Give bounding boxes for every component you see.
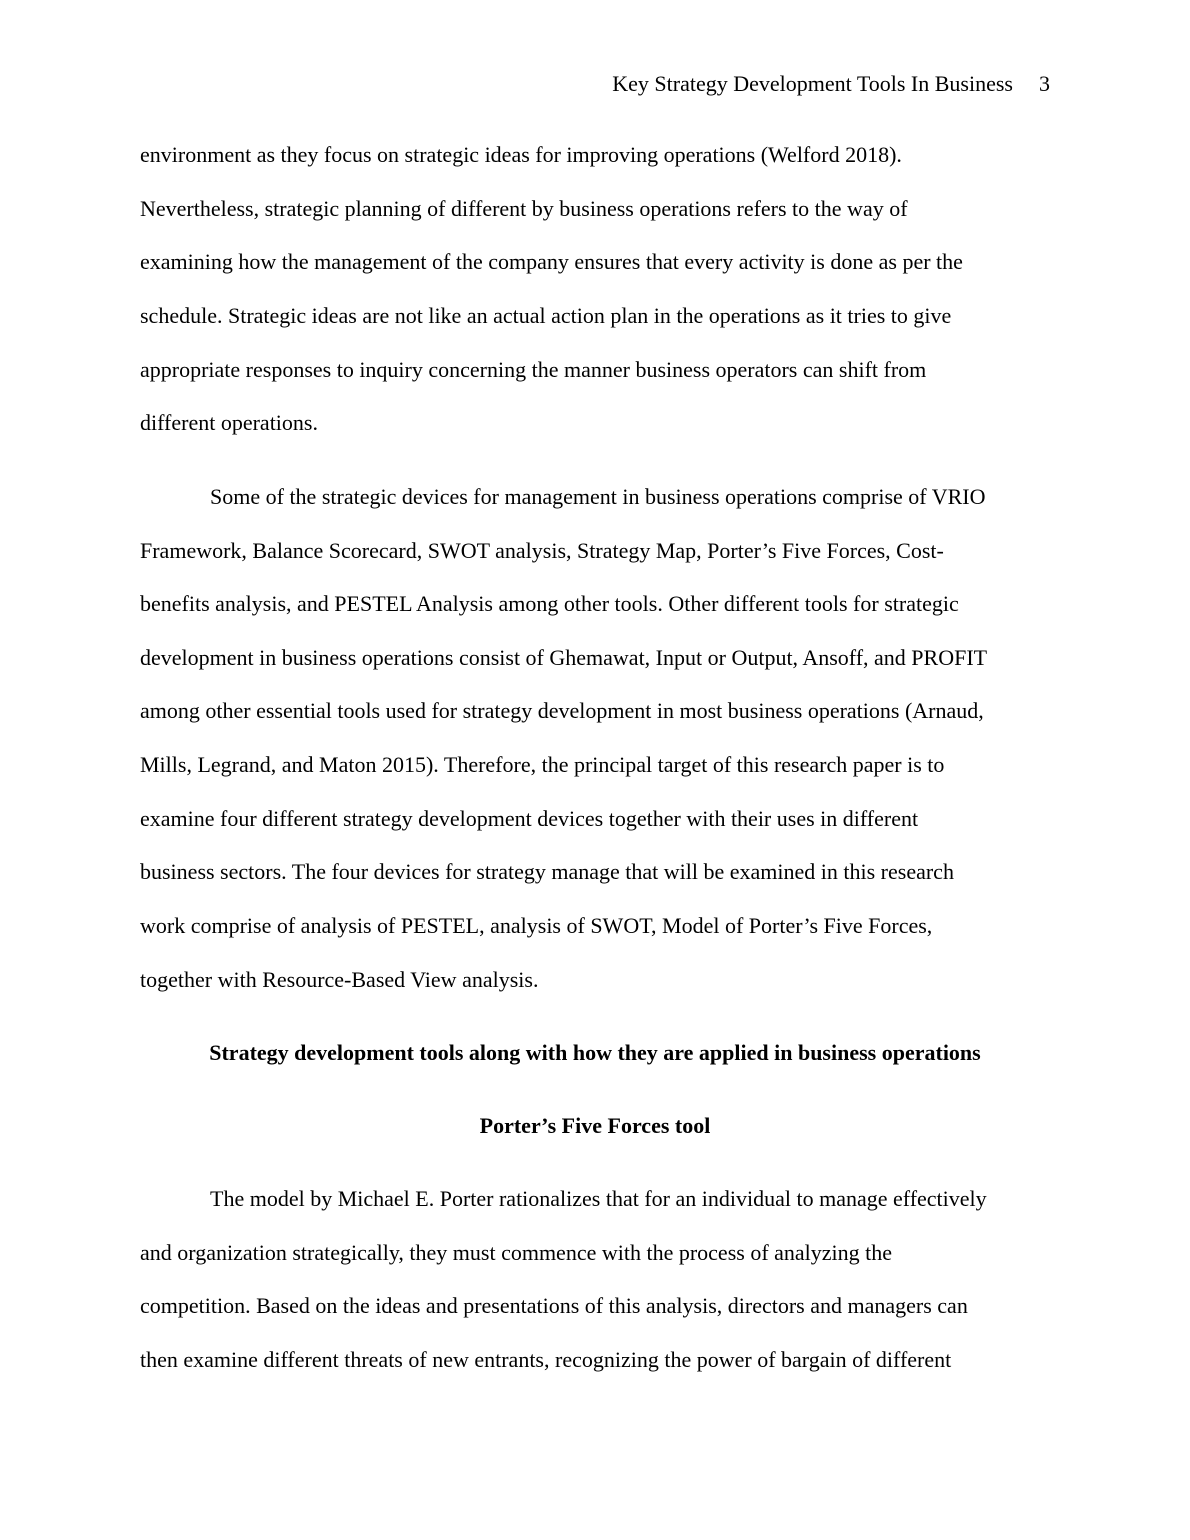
subsection-heading: Porter’s Five Forces tool (479, 1113, 711, 1138)
paragraph-line: examine four different strategy development devices together with their uses in different (140, 806, 919, 831)
paragraph-line: Framework, Balance Scorecard, SWOT analysis, Strategy Map, Porter’s Five Forces, Cost- (140, 538, 944, 563)
paragraph-line: work comprise of analysis of PESTEL, analysis of SWOT, Model of Porter’s Five Forces, (140, 913, 933, 938)
paragraph-line: competition. Based on the ideas and presentations of this analysis, directors and managers can (140, 1293, 968, 1318)
paragraph-line: schedule. Strategic ideas are not like an actual action plan in the operations as it tries to give (140, 303, 952, 328)
paragraph-line: business sectors. The four devices for strategy manage that will be examined in this research (140, 859, 954, 884)
paragraph-line: environment as they focus on strategic ideas for improving operations (Welford 2018). (140, 142, 902, 167)
paragraph-line: examining how the management of the company ensures that every activity is done as per the (140, 249, 963, 274)
paragraph-line: among other essential tools used for strategy development in most business operations (Arnaud, (140, 698, 984, 723)
paragraph-line: The model by Michael E. Porter rationalizes that for an individual to manage effectively (210, 1186, 987, 1211)
page-number: 3 (1039, 71, 1050, 96)
section-heading: Strategy development tools along with how they are applied in business operations (209, 1040, 981, 1065)
paragraph-line: Nevertheless, strategic planning of different by business operations refers to the way of (140, 196, 908, 221)
paragraph-line: appropriate responses to inquiry concerning the manner business operators can shift from (140, 357, 927, 382)
running-head (612, 70, 1050, 98)
paragraph-line: and organization strategically, they must commence with the process of analyzing the (140, 1240, 893, 1265)
paragraph-line: together with Resource-Based View analysis. (140, 967, 539, 992)
paragraph-line: different operations. (140, 410, 318, 435)
paragraph-line: Mills, Legrand, and Maton 2015). Therefore, the principal target of this research paper is to (140, 752, 945, 777)
paragraph-line: development in business operations consist of Ghemawat, Input or Output, Ansoff, and PROFIT (140, 645, 988, 670)
paragraph-line: Some of the strategic devices for management in business operations comprise of VRIO (210, 484, 986, 509)
paragraph-line: then examine different threats of new entrants, recognizing the power of bargain of different (140, 1347, 952, 1372)
running-head-title: Key Strategy Development Tools In Business (612, 71, 1013, 96)
paragraph-line: benefits analysis, and PESTEL Analysis among other tools. Other different tools for strategic (140, 591, 959, 616)
